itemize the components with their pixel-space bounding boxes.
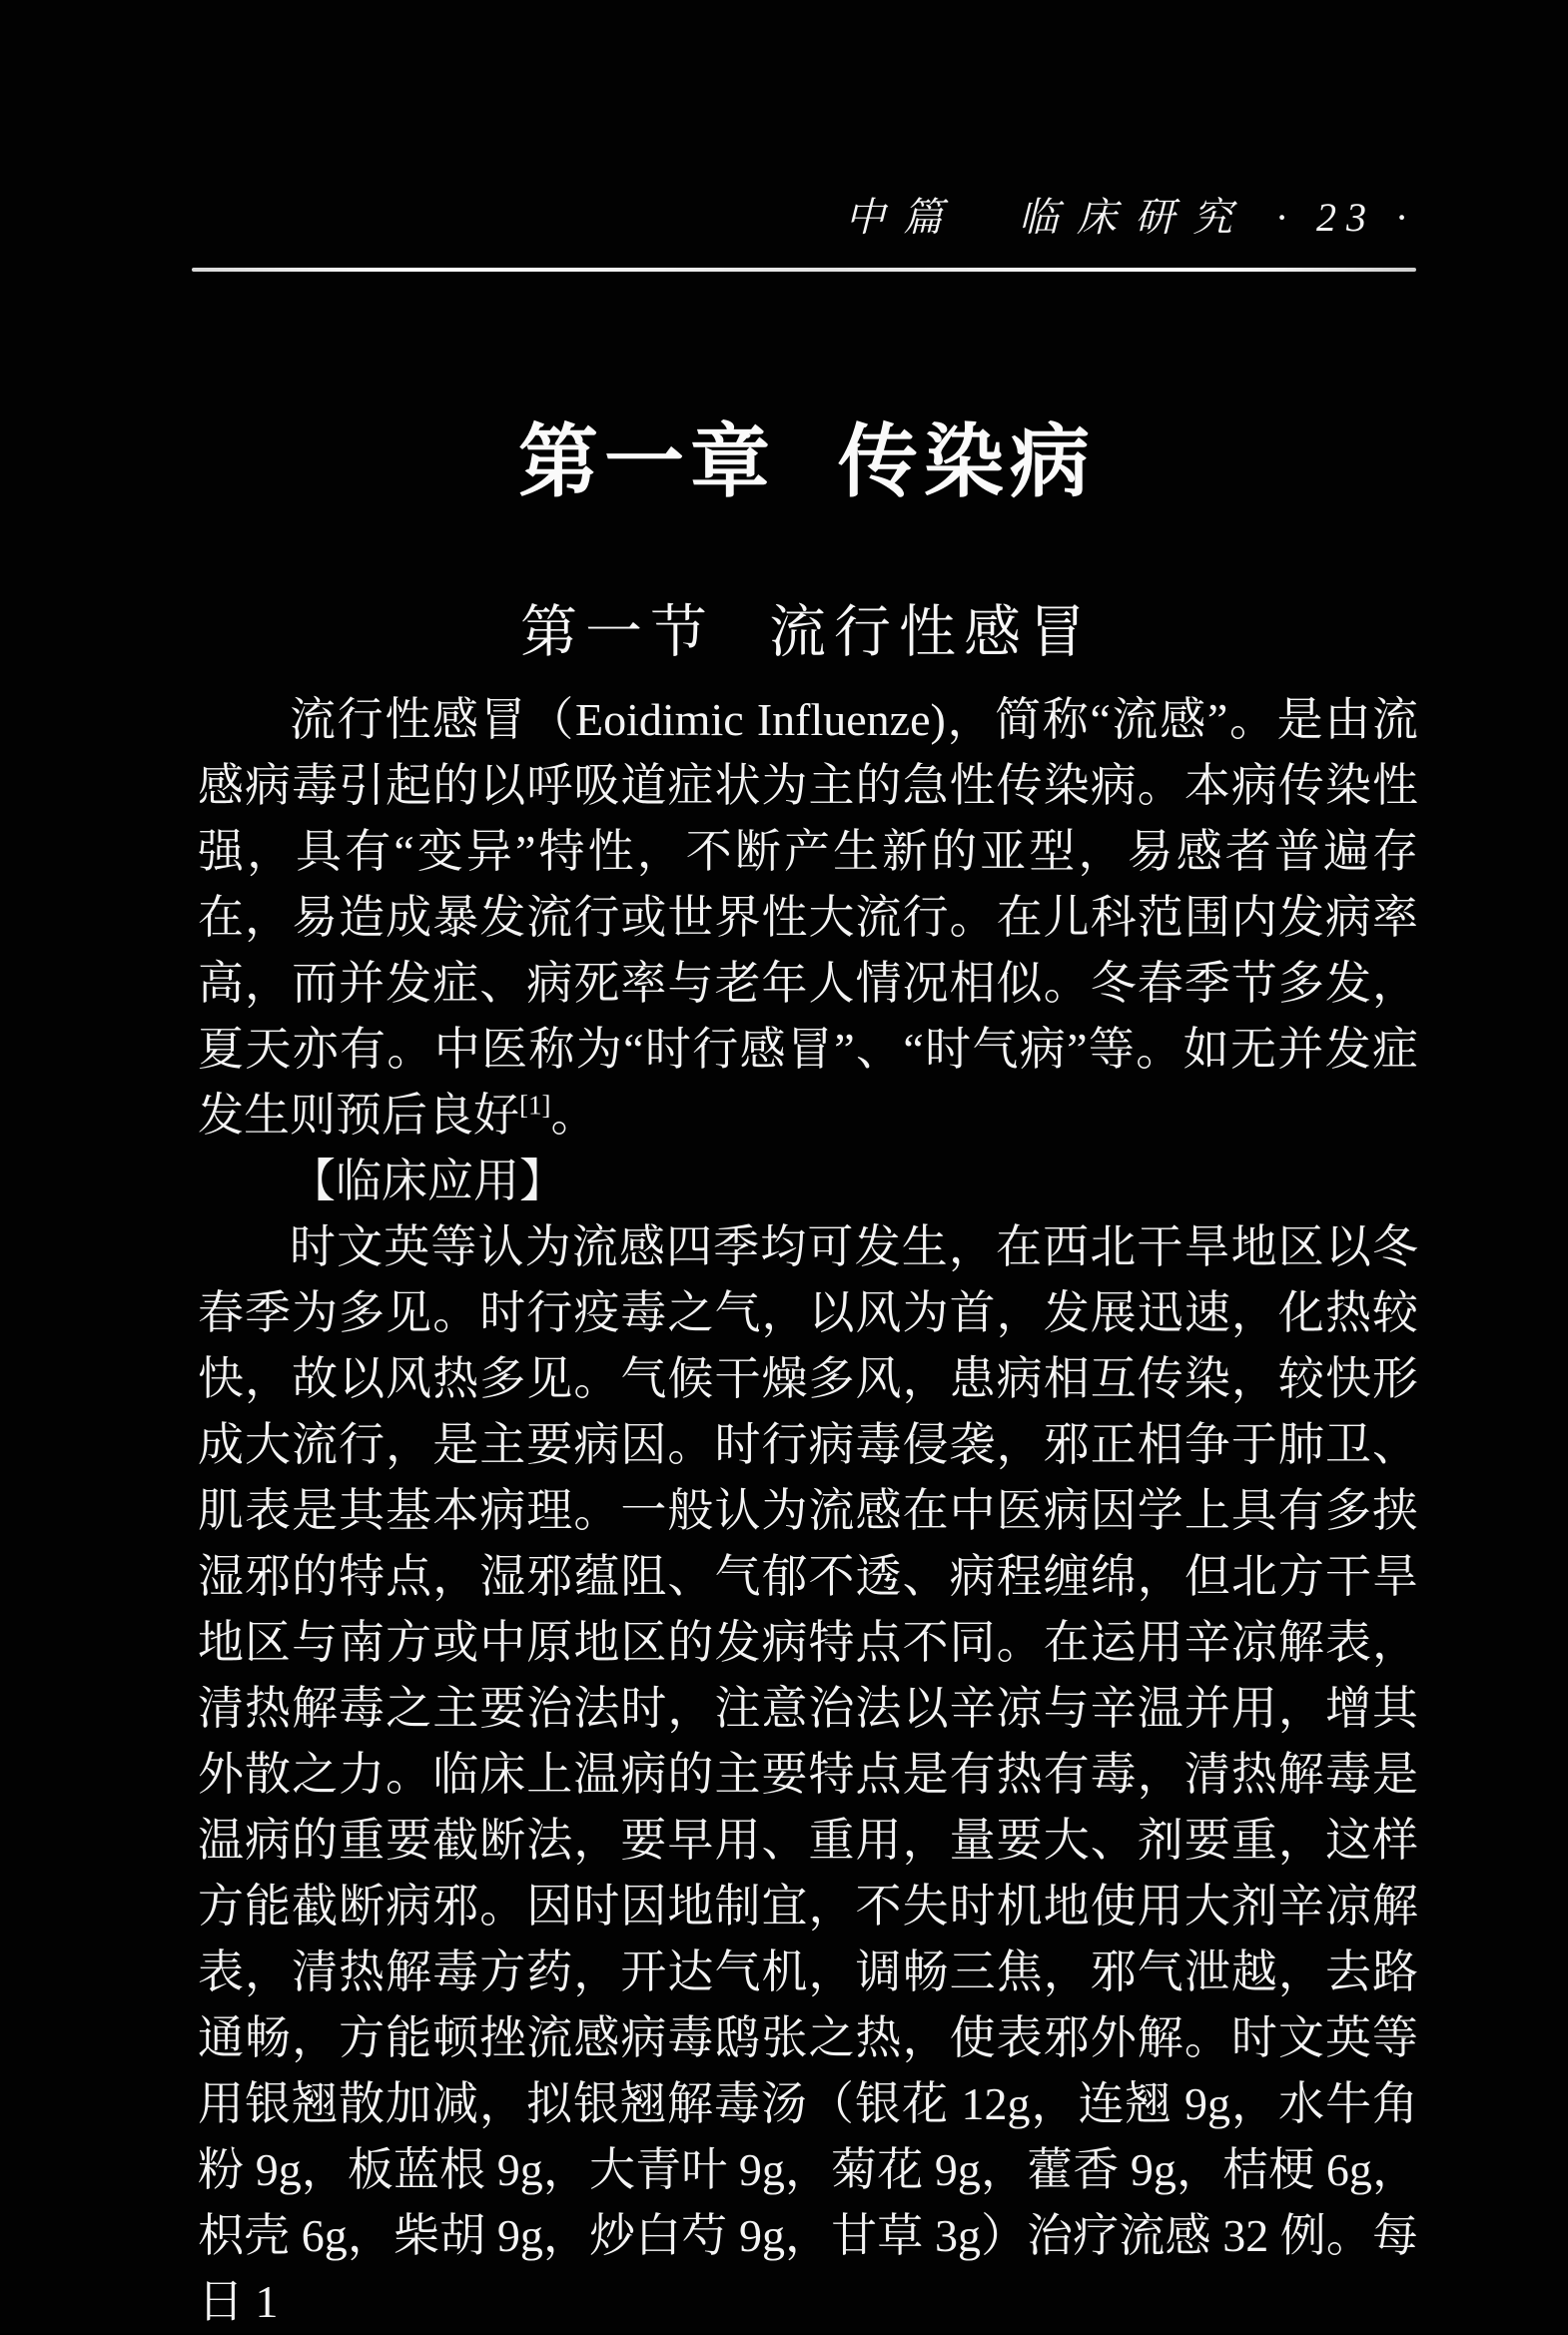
body-text bbox=[198, 687, 1418, 2335]
page-header bbox=[198, 192, 1416, 244]
section-title bbox=[198, 601, 1416, 665]
running-title: 中篇 临床研究 bbox=[845, 195, 1250, 240]
intro-text-end: 。 bbox=[550, 1090, 597, 1141]
section-number: 第一节 bbox=[520, 601, 715, 664]
clinical-paragraph: 时文英等认为流感四季均可发生，在西北干旱地区以冬春季为多见。时行疫毒之气，以风为首，发展迅速，化热较快，故以风热多见。气候干燥多风，患病相互传染，较快形成大流行，是主要病因。时行病毒侵袭，邪正相争于肺卫、肌表是其基本病理。一般认为流感在中医病因学上具有多挟湿邪的特点，湿邪蕴阻、气郁不透、病程缠绵，但北方干旱地区与南方或中原地区的发病特点不同。在运用辛凉解表，清热解毒之主要治法时，注意治法以辛凉与辛温并用，增其外散之力。临床上温病的主要特点是有热有毒，清热解毒是温病的重要截断法，要早用、重用，量要大、剂要重，这样方能截断病邪。因时因地制宜，不失时机地使用大剂辛凉解表，清热解毒方药，开达气机，调畅三焦，邪气泄越，去路通畅，方能顿挫流感病毒鸱张之热，使表邪外解。时文英等用银翘散加减，拟银翘解毒汤（银花 12g，连翘 9g，水牛角粉 9g，板蓝根 9g，大青叶 9g，菊花 9g，藿香 9g，桔梗 6g，枳壳 6g，柴胡 9g，炒白芍 9g，甘草 3g）治疗流感 32 例。每日 1 bbox=[198, 1221, 1419, 2327]
section-name: 流行性感冒 bbox=[769, 601, 1094, 664]
chapter-name: 传染病 bbox=[838, 419, 1096, 507]
chapter-title bbox=[198, 419, 1416, 507]
header-rule bbox=[192, 268, 1416, 272]
chapter-number: 第一章 bbox=[518, 419, 776, 507]
intro-text: 流行性感冒（Eoidimic Influenze)，简称“流感”。是由流感病毒引起的以呼吸道症状为主的急性传染病。本病传染性强，具有“变异”特性，不断产生新的亚型，易感者普遍存在，易造成暴发流行或世界性大流行。在儿科范围内发病率高，而并发症、病死率与老年人情况相似。冬春季节多发，夏天亦有。中医称为“时行感冒”、“时气病”等。如无并发症发生则预后良好 bbox=[198, 694, 1418, 1141]
page-number: · 23 · bbox=[1276, 195, 1416, 240]
clinical-application-heading: 【临床应用】 bbox=[290, 1156, 565, 1206]
footnote-reference: [1] bbox=[519, 1090, 551, 1121]
intro-paragraph bbox=[198, 687, 1418, 1149]
